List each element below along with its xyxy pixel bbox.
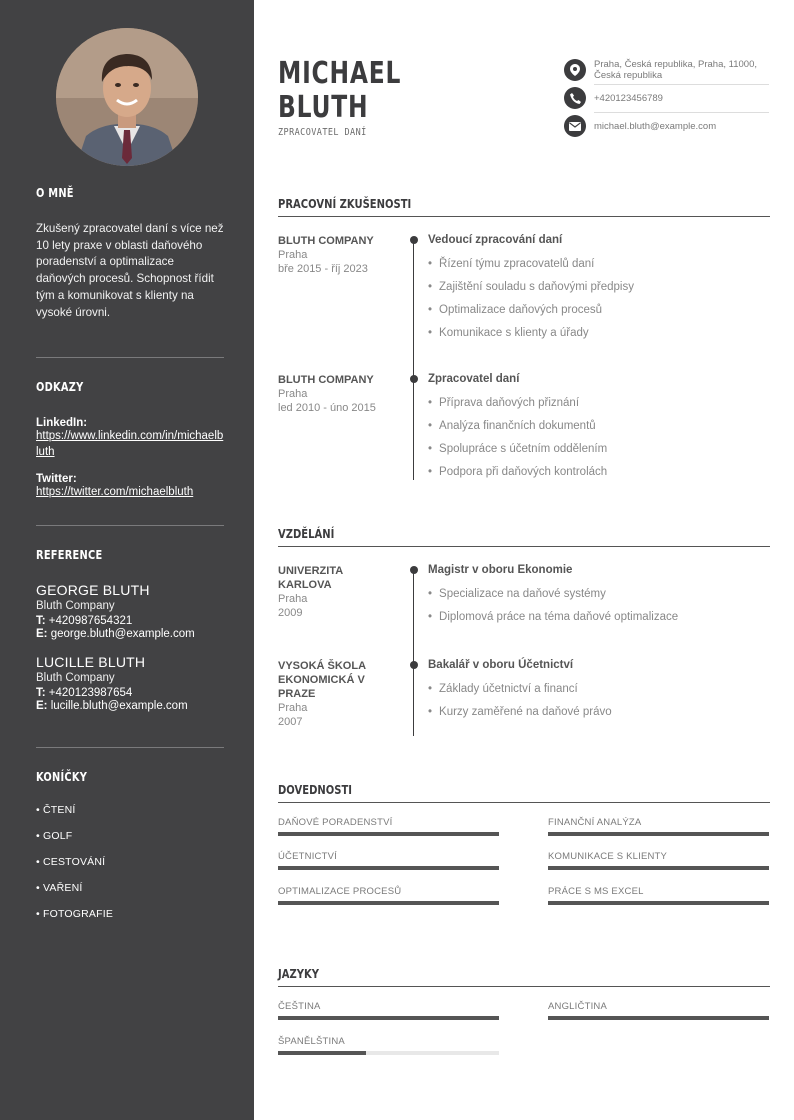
level-fill: [548, 832, 769, 836]
list-item: • Optimalizace daňových procesů: [428, 304, 768, 327]
job-role: Zpracovatel daní: [428, 373, 520, 385]
skill-label: PRÁCE S MS EXCEL: [548, 886, 644, 897]
hobby-item: • CESTOVÁNÍ: [36, 856, 106, 868]
language-item: [548, 1001, 769, 1020]
reference-phone: T: +420123987654: [36, 687, 133, 699]
timeline-dot: [410, 375, 418, 383]
location-pin-icon: [564, 59, 586, 81]
company-name: BLUTH COMPANY: [278, 235, 374, 247]
hobby-item: • ČTENÍ: [36, 804, 76, 816]
skill-label: KOMUNIKACE S KLIENTY: [548, 851, 668, 862]
degree: Bakalář v oboru Účetnictví: [428, 659, 574, 671]
hobby-item: • VAŘENÍ: [36, 882, 83, 894]
skill-item: [548, 817, 769, 836]
year: 2009: [278, 607, 303, 619]
reference-company: Bluth Company: [36, 672, 115, 684]
timeline-dot: [410, 236, 418, 244]
school-name: VYSOKÁ ŠKOLA: [278, 660, 367, 672]
list-item: • Specializace na daňové systémy: [428, 588, 768, 611]
reference-company: Bluth Company: [36, 600, 115, 612]
list-item: • Spolupráce s účetním oddělením: [428, 443, 768, 466]
skill-item: [278, 886, 499, 905]
list-item: • Komunikace s klienty a úřady: [428, 327, 768, 350]
reference-email: E: lucille.bluth@example.com: [36, 700, 188, 712]
linkedin-link[interactable]: https://www.linkedin.com/in/michaelbluth: [36, 430, 224, 458]
language-label: ANGLIČTINA: [548, 1001, 608, 1012]
language-label: ŠPANĚLŠTINA: [278, 1036, 345, 1047]
education-details: [428, 683, 768, 729]
language-bar: [278, 1016, 499, 1020]
divider: [36, 525, 224, 526]
city: Praha: [278, 249, 308, 261]
experience-heading: PRACOVNÍ ZKUŠENOSTI: [278, 196, 412, 211]
skill-label: FINANČNÍ ANALÝZA: [548, 817, 642, 828]
skill-item: [278, 817, 499, 836]
list-item: • Příprava daňových přiznání: [428, 397, 768, 420]
skill-item: [548, 886, 769, 905]
education-meta: UNIVERZITA KARLOVA Praha 2009: [278, 564, 398, 620]
skill-item: [548, 851, 769, 870]
list-item: • Analýza finančních dokumentů: [428, 420, 768, 443]
sidebar: [0, 0, 254, 1120]
skills-heading: DOVEDNOSTI: [278, 782, 353, 797]
level-fill: [278, 901, 499, 905]
list-item: • Diplomová práce na téma daňové optimalizace: [428, 611, 768, 634]
experience-meta: [278, 234, 398, 276]
language-bar: [548, 1016, 769, 1020]
job-role: Vedoucí zpracování daní: [428, 234, 563, 246]
language-item: [278, 1001, 499, 1020]
divider: [36, 747, 224, 748]
section-rule: [278, 216, 770, 217]
reference-item: [36, 654, 224, 712]
dates: led 2010 - úno 2015: [278, 402, 376, 414]
reference-name: LUCILLE BLUTH: [36, 654, 146, 670]
references-section: [36, 548, 224, 712]
level-fill: [278, 866, 499, 870]
dates: bře 2015 - říj 2023: [278, 263, 368, 275]
portrait-photo: [56, 28, 198, 166]
list-item: • Podpora při daňových kontrolách: [428, 466, 768, 489]
list-item: • Řízení týmu zpracovatelů daní: [428, 258, 768, 281]
timeline-dot: [410, 661, 418, 669]
contact-email: michael.bluth@example.com: [564, 115, 769, 137]
experience-meta: [278, 373, 398, 415]
list-item: • Zajištění souladu s daňovými předpisy: [428, 281, 768, 304]
skill-bar: [548, 901, 769, 905]
contact-phone: +420123456789: [564, 87, 769, 109]
reference-name: GEORGE BLUTH: [36, 582, 150, 598]
list-item: • Kurzy zaměřené na daňové právo: [428, 706, 768, 729]
reference-phone: T: +420987654321: [36, 615, 133, 627]
skill-label: ÚČETNICTVÍ: [278, 851, 337, 862]
level-fill: [548, 1016, 769, 1020]
links-section: [36, 380, 224, 501]
year: 2007: [278, 716, 303, 728]
section-rule: [278, 802, 770, 803]
links-heading: ODKAZY: [36, 380, 84, 394]
level-fill: [278, 832, 499, 836]
candidate-name: MICHAEL BLUTH: [278, 56, 402, 125]
duties-list: [428, 397, 768, 489]
job-title: ZPRACOVATEL DANÍ: [278, 127, 367, 138]
education-details: [428, 588, 768, 634]
about-section: [36, 186, 224, 321]
skill-item: [278, 851, 499, 870]
level-fill: [278, 1016, 499, 1020]
reference-item: [36, 582, 224, 640]
avatar: [56, 28, 198, 166]
phone-icon: [564, 87, 586, 109]
timeline-line: [413, 240, 414, 480]
hobby-item: • GOLF: [36, 830, 73, 842]
education-heading: VZDĚLÁNÍ: [278, 526, 335, 541]
about-text: Zkušený zpracovatel daní s více než 10 lety praxe v oblasti daňového poradenství a optimalizace daňových procesů. Schopnost řídit tým a komunikovat s klienty na vysoké úrovni.: [36, 222, 224, 319]
skill-bar: [278, 901, 499, 905]
skill-label: DAŇOVÉ PORADENSTVÍ: [278, 817, 393, 828]
section-rule: [278, 546, 770, 547]
linkedin-label: LinkedIn:: [36, 417, 88, 429]
level-fill: [278, 1051, 366, 1055]
hobby-item: • FOTOGRAFIE: [36, 908, 114, 920]
section-rule: [278, 986, 770, 987]
skill-bar: [278, 866, 499, 870]
company-name: BLUTH COMPANY: [278, 374, 374, 386]
language-item: [278, 1036, 499, 1055]
envelope-icon: [564, 115, 586, 137]
divider: [594, 112, 769, 113]
timeline-line: [413, 570, 414, 736]
language-bar: [278, 1051, 499, 1055]
language-label: ČEŠTINA: [278, 1001, 321, 1012]
hobbies-section: [36, 770, 224, 934]
divider: [594, 84, 769, 85]
skill-bar: [548, 866, 769, 870]
city: Praha: [278, 593, 308, 605]
skill-label: OPTIMALIZACE PROCESŮ: [278, 886, 402, 897]
about-heading: O MNĚ: [36, 186, 74, 200]
languages-heading: JAZYKY: [278, 966, 319, 981]
city: Praha: [278, 388, 308, 400]
contact-address: Praha, Česká republika, Praha, 11000, Česká republika: [564, 59, 769, 81]
divider: [36, 357, 224, 358]
duties-list: [428, 258, 768, 350]
level-fill: [548, 901, 769, 905]
timeline-dot: [410, 566, 418, 574]
skill-bar: [278, 832, 499, 836]
degree: Magistr v oboru Ekonomie: [428, 564, 573, 576]
education-meta: VYSOKÁ ŠKOLA EKONOMICKÁ V PRAZE Praha 2007: [278, 659, 398, 729]
school-name: UNIVERZITA: [278, 565, 344, 577]
twitter-label: Twitter:: [36, 473, 77, 485]
list-item: • Základy účetnictví a financí: [428, 683, 768, 706]
city: Praha: [278, 702, 308, 714]
references-heading: REFERENCE: [36, 548, 103, 562]
skill-bar: [548, 832, 769, 836]
reference-email: E: george.bluth@example.com: [36, 628, 195, 640]
twitter-link[interactable]: https://twitter.com/michaelbluth: [36, 486, 194, 498]
hobbies-heading: KONÍČKY: [36, 770, 88, 784]
level-fill: [548, 866, 769, 870]
